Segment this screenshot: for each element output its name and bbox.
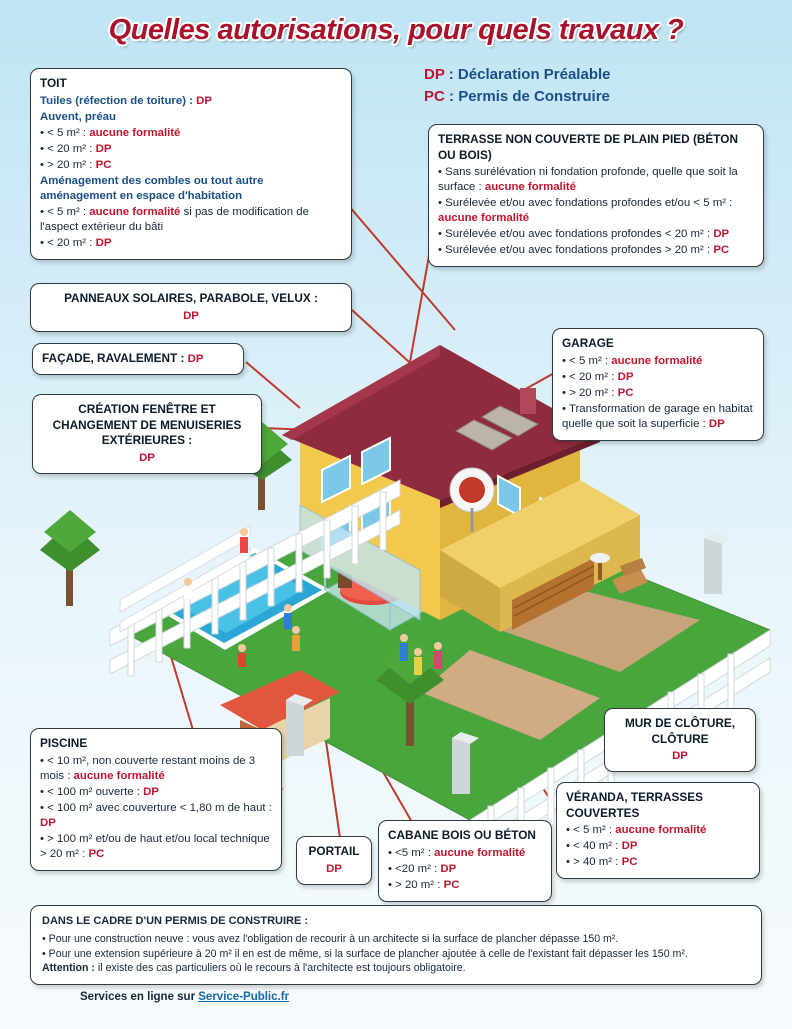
callout-cabane [378,820,552,902]
toit-auvent-label: Auvent, préau [40,110,116,123]
service-public-link[interactable]: Service-Public.fr [198,991,290,1003]
toit-l2-value: aucune formalité [89,126,181,139]
toit-l3-bullet: • < 20 m² : [40,142,96,155]
terrasse-l1-value: aucune formalité [438,212,530,225]
toit-l4-bullet: • > 20 m² : [40,158,96,171]
toit-l7-bullet: • < 20 m² : [40,236,96,249]
veranda-l2-bullet: • > 40 m² : [566,856,622,869]
callout-toit [30,68,352,260]
tree [40,510,100,606]
callout-facade [32,343,244,375]
piscine-l1-bullet: • < 100 m² ouverte : [40,785,144,798]
cabane-l1-value: DP [440,862,457,875]
cabane-l2-bullet: • > 20 m² : [388,878,444,891]
veranda-l1-bullet: • < 40 m² : [566,840,622,853]
legend-dp: DP : Déclaration Préalable [424,66,611,83]
garage-l3-bullet: • Transformation de garage en habitat quelle que soit la superficie : [562,402,753,430]
cabane-l1-bullet: • <20 m² : [388,862,441,875]
footer-line-2: • Pour une extension supérieure à 20 m² il en est de même, si la surface de plancher ajoutée à celle de l'existant fait dépasser les 150 m². [42,947,688,960]
toit-tuiles-note: (réfection de toiture) : [72,94,197,107]
toit-l4-value: PC [95,158,112,171]
callout-panneaux-value: DP [183,309,199,322]
callout-facade-value: DP [187,353,204,365]
garage-l2-value: PC [617,386,634,399]
toit-l2-bullet: • < 5 m² : [40,126,90,139]
toit-l6-bullet: • < 5 m² : [40,205,90,218]
terrasse-l2-bullet: • Surélevée et/ou avec fondations profondes < 20 m² : [438,228,714,241]
callout-garage-title: GARAGE [562,336,614,350]
legend-dp-abbr: DP [424,66,445,83]
callout-permis-footer [30,905,762,985]
terrasse-l0-bullet: • Sans surélévation ni fondation profonde, quelle que soit la surface : [438,166,738,194]
terrasse-l3-value: PC [713,244,730,257]
toit-l6-value: aucune formalité [89,205,181,218]
terrasse-l2-value: DP [713,228,730,241]
callout-portail-title: PORTAIL [308,844,360,858]
cabane-l2-value: PC [443,878,460,891]
legend-pc-text: Permis de Construire [458,87,610,105]
callout-garage [552,328,764,441]
garage-l0-value: aucune formalité [611,354,703,367]
callout-toit-title: TOIT [40,76,67,90]
terrasse-l1-bullet: • Surélevée et/ou avec fondations profondes et/ou < 5 m² : [438,197,733,210]
legend-pc-abbr: PC [424,87,445,105]
piscine-l1-value: DP [143,785,159,798]
piscine-l3-bullet: • > 100 m² et/ou de haut et/ou local technique > 20 m² : [40,832,270,860]
callout-portail-value: DP [326,862,342,875]
footer-attention-label: Attention : [42,962,95,975]
services-line [80,991,289,1003]
toit-combles-label: Aménagement des combles ou tout autre aménagement en espace d'habitation [40,174,264,202]
callout-fenetre-title: CRÉATION FENÊTRE ET CHANGEMENT DE MENUISERIES EXTÉRIEURES : [52,402,242,448]
callout-facade-title: FAÇADE, RAVALEMENT : [42,351,185,365]
callout-fenetre [32,394,262,474]
callout-mur-value: DP [672,750,688,763]
garage-l0-bullet: • < 5 m² : [562,354,612,367]
piscine-l2-value: DP [40,816,56,829]
toit-l3-value: DP [95,142,112,155]
callout-piscine-title: PISCINE [40,736,88,750]
veranda-l2-value: PC [621,856,638,869]
footer-title: DANS LE CADRE D'UN PERMIS DE CONSTRUIRE : [42,915,309,927]
toit-l7-value: DP [95,236,112,249]
cabane-l0-value: aucune formalité [434,846,526,859]
toit-tuiles-value: DP [196,94,212,107]
page-title: Quelles autorisations, pour quels travaux ? [108,14,684,46]
callout-panneaux-title: PANNEAUX SOLAIRES, PARABOLE, VELUX : [64,291,318,305]
callout-terrasse-title: TERRASSE NON COUVERTE DE PLAIN PIED (BÉTON OU BOIS) [438,132,738,162]
garage-l1-bullet: • < 20 m² : [562,370,618,383]
callout-cabane-title: CABANE BOIS OU BÉTON [388,828,536,842]
garage-l3-value: DP [708,417,725,430]
mur-pillar [704,538,722,594]
piscine-l3-value: PC [88,847,105,860]
legend-pc: PC : Permis de Construire [424,87,610,105]
legend [424,64,611,108]
services-prefix: Services en ligne sur [80,991,199,1003]
veranda-l0-value: aucune formalité [615,824,707,837]
terrasse-l0-value: aucune formalité [484,181,577,194]
footer-line-1: • Pour une construction neuve : vous avez l'obligation de recourir à un architecte si la surface de plancher dépasse 150 m². [42,933,619,946]
callout-mur [604,708,756,772]
callout-portail [296,836,372,885]
callout-terrasse [428,124,764,267]
callout-veranda [556,782,760,879]
footer-attention-text: il existe des cas particuliers où le recours à l'architecte est toujours obligatoire. [94,962,466,975]
garage-l1-value: DP [617,370,634,383]
piscine-l0-value: aucune formalité [73,769,165,782]
callout-panneaux [30,283,352,332]
callout-mur-title: MUR DE CLÔTURE, CLÔTURE [624,716,736,746]
veranda-l1-value: DP [621,840,638,853]
legend-dp-text: Déclaration Préalable [457,66,611,83]
cabane-l0-bullet: • <5 m² : [388,846,435,859]
toit-l6-tail: si pas de modification de l'aspect extérieur du bâti [40,205,309,233]
toit-tuiles-label: Tuiles [40,94,73,107]
veranda-l0-bullet: • < 5 m² : [566,824,616,837]
callout-fenetre-value: DP [139,451,155,464]
callout-piscine [30,728,282,871]
terrasse-l3-bullet: • Surélevée et/ou avec fondations profondes > 20 m² : [438,244,714,257]
piscine-l0-bullet: • < 10 m², non couverte restant moins de 3 mois : [40,754,256,782]
callout-veranda-title: VÉRANDA, TERRASSES COUVERTES [566,790,703,820]
garage-l2-bullet: • > 20 m² : [562,386,618,399]
piscine-l2-bullet: • < 100 m² avec couverture < 1,80 m de haut : [40,801,272,814]
